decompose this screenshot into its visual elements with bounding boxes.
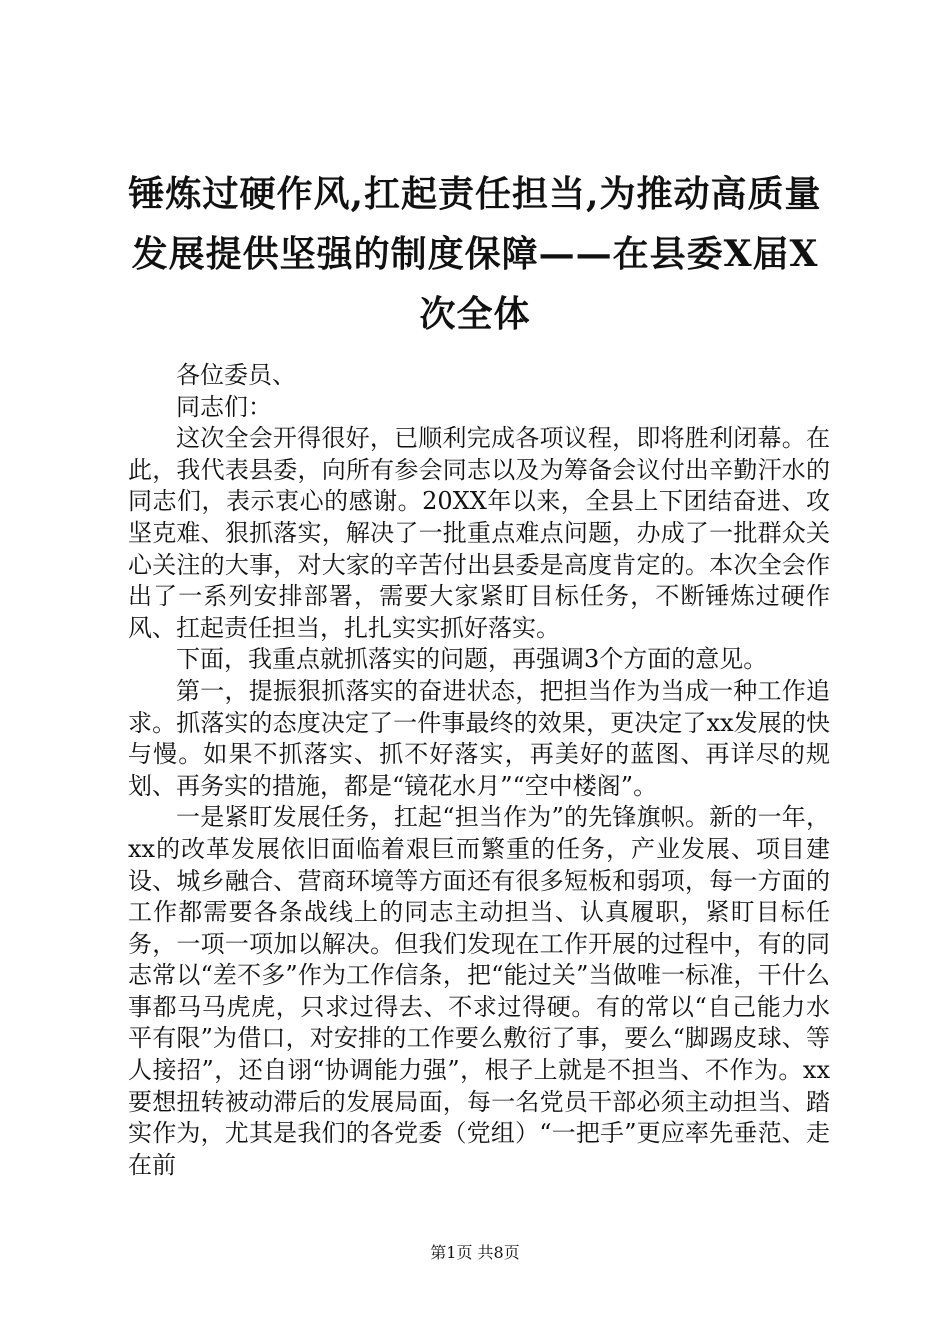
salutation-line-2: 同志们： bbox=[176, 392, 272, 421]
document-title: 锤炼过硬作风,扛起责任担当,为推动高质量发展提供坚强的制度保障——在县委X届X次全体 bbox=[128, 173, 822, 335]
page-number-footer: 第1页 共8页 bbox=[430, 1243, 520, 1262]
paragraph-sub-point-1: 一是紧盯发展任务，扛起“担当作为”的先锋旗帜。新的一年，xx的改革发展依旧面临着艰巨而繁重的任务，产业发展、项目建设、城乡融合、营商环境等方面还有很多短板和弱项，每一方面的工作都需要各条战线上的同志主动担当、认真履职，紧盯目标任务，一项一项加以解决。但我们发现在工作开展的过程中，有的同志常以“差不多”作为工作信条，把“能过关”当做唯一标准，干什么事都马马虎虎，只求过得去、不求过得硬。有的常以“自己能力水平有限”为借口，对安排的工作要么敷衍了事，要么“脚踢皮球、等人接招”，还自诩“协调能力强”，根子上就是不担当、不作为。xx要想扭转被动滞后的发展局面，每一名党员干部必须主动担当、踏实作为，尤其是我们的各党委（党组）“一把手”更应率先垂范、走在前 bbox=[128, 803, 830, 1179]
paragraph-intro: 下面，我重点就抓落实的问题，再强调3个方面的意见。 bbox=[176, 645, 768, 674]
paragraph-opening: 这次全会开得很好，已顺利完成各项议程，即将胜利闭幕。在此，我代表县委，向所有参会同志以及为筹备会议付出辛勤汗水的同志们，表示衷心的感谢。20XX年以来，全县上下团结奋进、攻坚克难、狠抓落实，解决了一批重点难点问题，办成了一批群众关心关注的大事，对大家的辛苦付出县委是高度肯定的。本次全会作出了一系列安排部署，需要大家紧盯目标任务，不断锤炼过硬作风、扛起责任担当，扎扎实实抓好落实。 bbox=[128, 424, 830, 642]
salutation-line-1: 各位委员、 bbox=[176, 361, 296, 389]
document-body bbox=[128, 360, 830, 1181]
paragraph-first-point: 第一，提振狠抓落实的奋进状态，把担当作为当成一种工作追求。抓落实的态度决定了一件事最终的效果，更决定了xx发展的快与慢。如果不抓落实、抓不好落实，再美好的蓝图、再详尽的规划、再务实的措施，都是“镜花水月”“空中楼阁”。 bbox=[128, 676, 830, 800]
